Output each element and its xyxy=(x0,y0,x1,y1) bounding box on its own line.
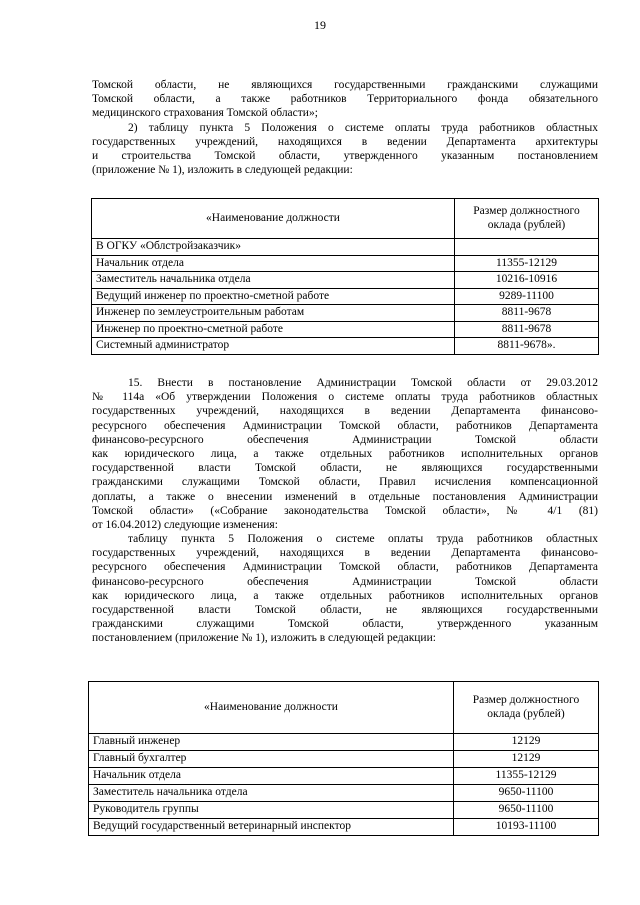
text-line: Томской области, а также работников Территориального фонда обязательного xyxy=(92,93,598,106)
text-line: № 114а «Об утверждении Положения о системе оплаты труда работников областных xyxy=(92,391,598,404)
text-line: Томской области» («Собрание законодательства Томской области», № 4/1 (81) xyxy=(92,504,598,517)
salary-value: 12129 xyxy=(454,734,599,751)
table-row xyxy=(89,802,599,819)
table-header-row xyxy=(89,682,599,734)
text-line: как юридического лица, а также отдельных работников исполнительных органов xyxy=(92,447,598,460)
paragraph-block-2 xyxy=(92,376,598,646)
salary-value: 8811-9678 xyxy=(455,305,599,322)
text-line: от 16.04.2012) следующие изменения: xyxy=(92,518,278,531)
text-line: государственных учреждений, находящихся в ведении Департамента финансово- xyxy=(92,547,598,560)
header-position-name: «Наименование должности xyxy=(92,199,455,239)
table-row xyxy=(89,819,599,836)
text-line: 15. Внести в постановление Администрации Томской области от 29.03.2012 xyxy=(128,377,598,389)
table-header-row xyxy=(92,199,599,239)
salary-value: 10216-10916 xyxy=(455,272,599,289)
position-name: Ведущий государственный ветеринарный инспектор xyxy=(89,819,454,836)
table-row xyxy=(89,785,599,802)
position-name: Руководитель группы xyxy=(89,802,454,819)
header-salary-size: Размер должностного оклада (рублей) xyxy=(454,682,599,734)
text-line: ресурсного обеспечения Администрации Томской области, работников Департамента xyxy=(92,561,598,574)
salary-value: 11355-12129 xyxy=(455,255,599,272)
salary-value: 9650-11100 xyxy=(454,802,599,819)
position-name: Инженер по землеустроительным работам xyxy=(92,305,455,322)
position-name: Главный инженер xyxy=(89,734,454,751)
salary-value: 11355-12129 xyxy=(454,768,599,785)
position-name: Ведущий инженер по проектно-сметной работе xyxy=(92,288,455,305)
position-name: Начальник отдела xyxy=(92,255,455,272)
text-line: государственных учреждений, находящихся в ведении Департамента архитектуры xyxy=(92,135,598,148)
text-line: как юридического лица, а также отдельных работников исполнительных органов xyxy=(92,589,598,602)
position-name: Заместитель начальника отдела xyxy=(92,272,455,289)
text-line: таблицу пункта 5 Положения о системе оплаты труда работников областных xyxy=(128,533,598,546)
text-line: постановлением (приложение № 1), изложить в следующей редакции: xyxy=(92,632,436,645)
text-line: гражданскими служащими Томской области, Правил исчисления компенсационной xyxy=(92,476,598,489)
position-name: Заместитель начальника отдела xyxy=(89,785,454,802)
salary-value xyxy=(455,239,599,256)
salary-value: 9289-11100 xyxy=(455,288,599,305)
salary-value: 8811-9678 xyxy=(455,321,599,338)
page-number: 19 xyxy=(314,18,326,32)
table-row xyxy=(92,305,599,322)
table-row xyxy=(92,272,599,289)
salary-value: 9650-11100 xyxy=(454,785,599,802)
position-name: Главный бухгалтер xyxy=(89,751,454,768)
table-row xyxy=(89,751,599,768)
text-line: доплаты, а также о внесении изменений в отдельные постановления Администрации xyxy=(92,490,598,503)
text-line: государственной власти Томской области, не являющихся государственными xyxy=(92,462,598,475)
header-position-name: «Наименование должности xyxy=(89,682,454,734)
table-row xyxy=(92,239,599,256)
position-name: Инженер по проектно-сметной работе xyxy=(92,321,455,338)
table-row xyxy=(89,734,599,751)
position-name: Начальник отдела xyxy=(89,768,454,785)
salary-value: 12129 xyxy=(454,751,599,768)
text-line: и строительства Томской области, утвержденного указанным постановлением xyxy=(92,149,598,162)
table-row xyxy=(89,768,599,785)
text-line: ресурсного обеспечения Администрации Томской области, работников Департамента xyxy=(92,419,598,432)
position-name: Системный администратор xyxy=(92,338,455,355)
table-row xyxy=(92,338,599,355)
table-row xyxy=(92,321,599,338)
text-line: 2) таблицу пункта 5 Положения о системе оплаты труда работников областных xyxy=(128,121,598,134)
table-row xyxy=(92,288,599,305)
position-name: В ОГКУ «Облстройзаказчик» xyxy=(92,239,455,256)
table-row xyxy=(92,255,599,272)
salary-value: 10193-11100 xyxy=(454,819,599,836)
text-line: (приложение № 1), изложить в следующей редакции: xyxy=(92,164,353,177)
text-line: гражданскими служащими Томской области, утвержденного указанным xyxy=(92,618,598,631)
header-salary-size: Размер должностного оклада (рублей) xyxy=(455,199,599,239)
salary-table-2 xyxy=(88,681,599,836)
text-line: финансово-ресурсного обеспечения Администрации Томской области xyxy=(92,433,598,446)
text-line: медицинского страхования Томской области»; xyxy=(92,107,318,120)
salary-table-1 xyxy=(91,198,599,355)
salary-value: 8811-9678». xyxy=(455,338,599,355)
paragraph-block-1 xyxy=(92,78,598,177)
text-line: финансово-ресурсного обеспечения Администрации Томской области xyxy=(92,575,598,588)
text-line: государственной власти Томской области, не являющихся государственными xyxy=(92,604,598,616)
text-line: государственных учреждений, находящихся в ведении Департамента финансово- xyxy=(92,405,598,418)
text-line: Томской области, не являющихся государственными гражданскими служащими xyxy=(92,79,598,91)
